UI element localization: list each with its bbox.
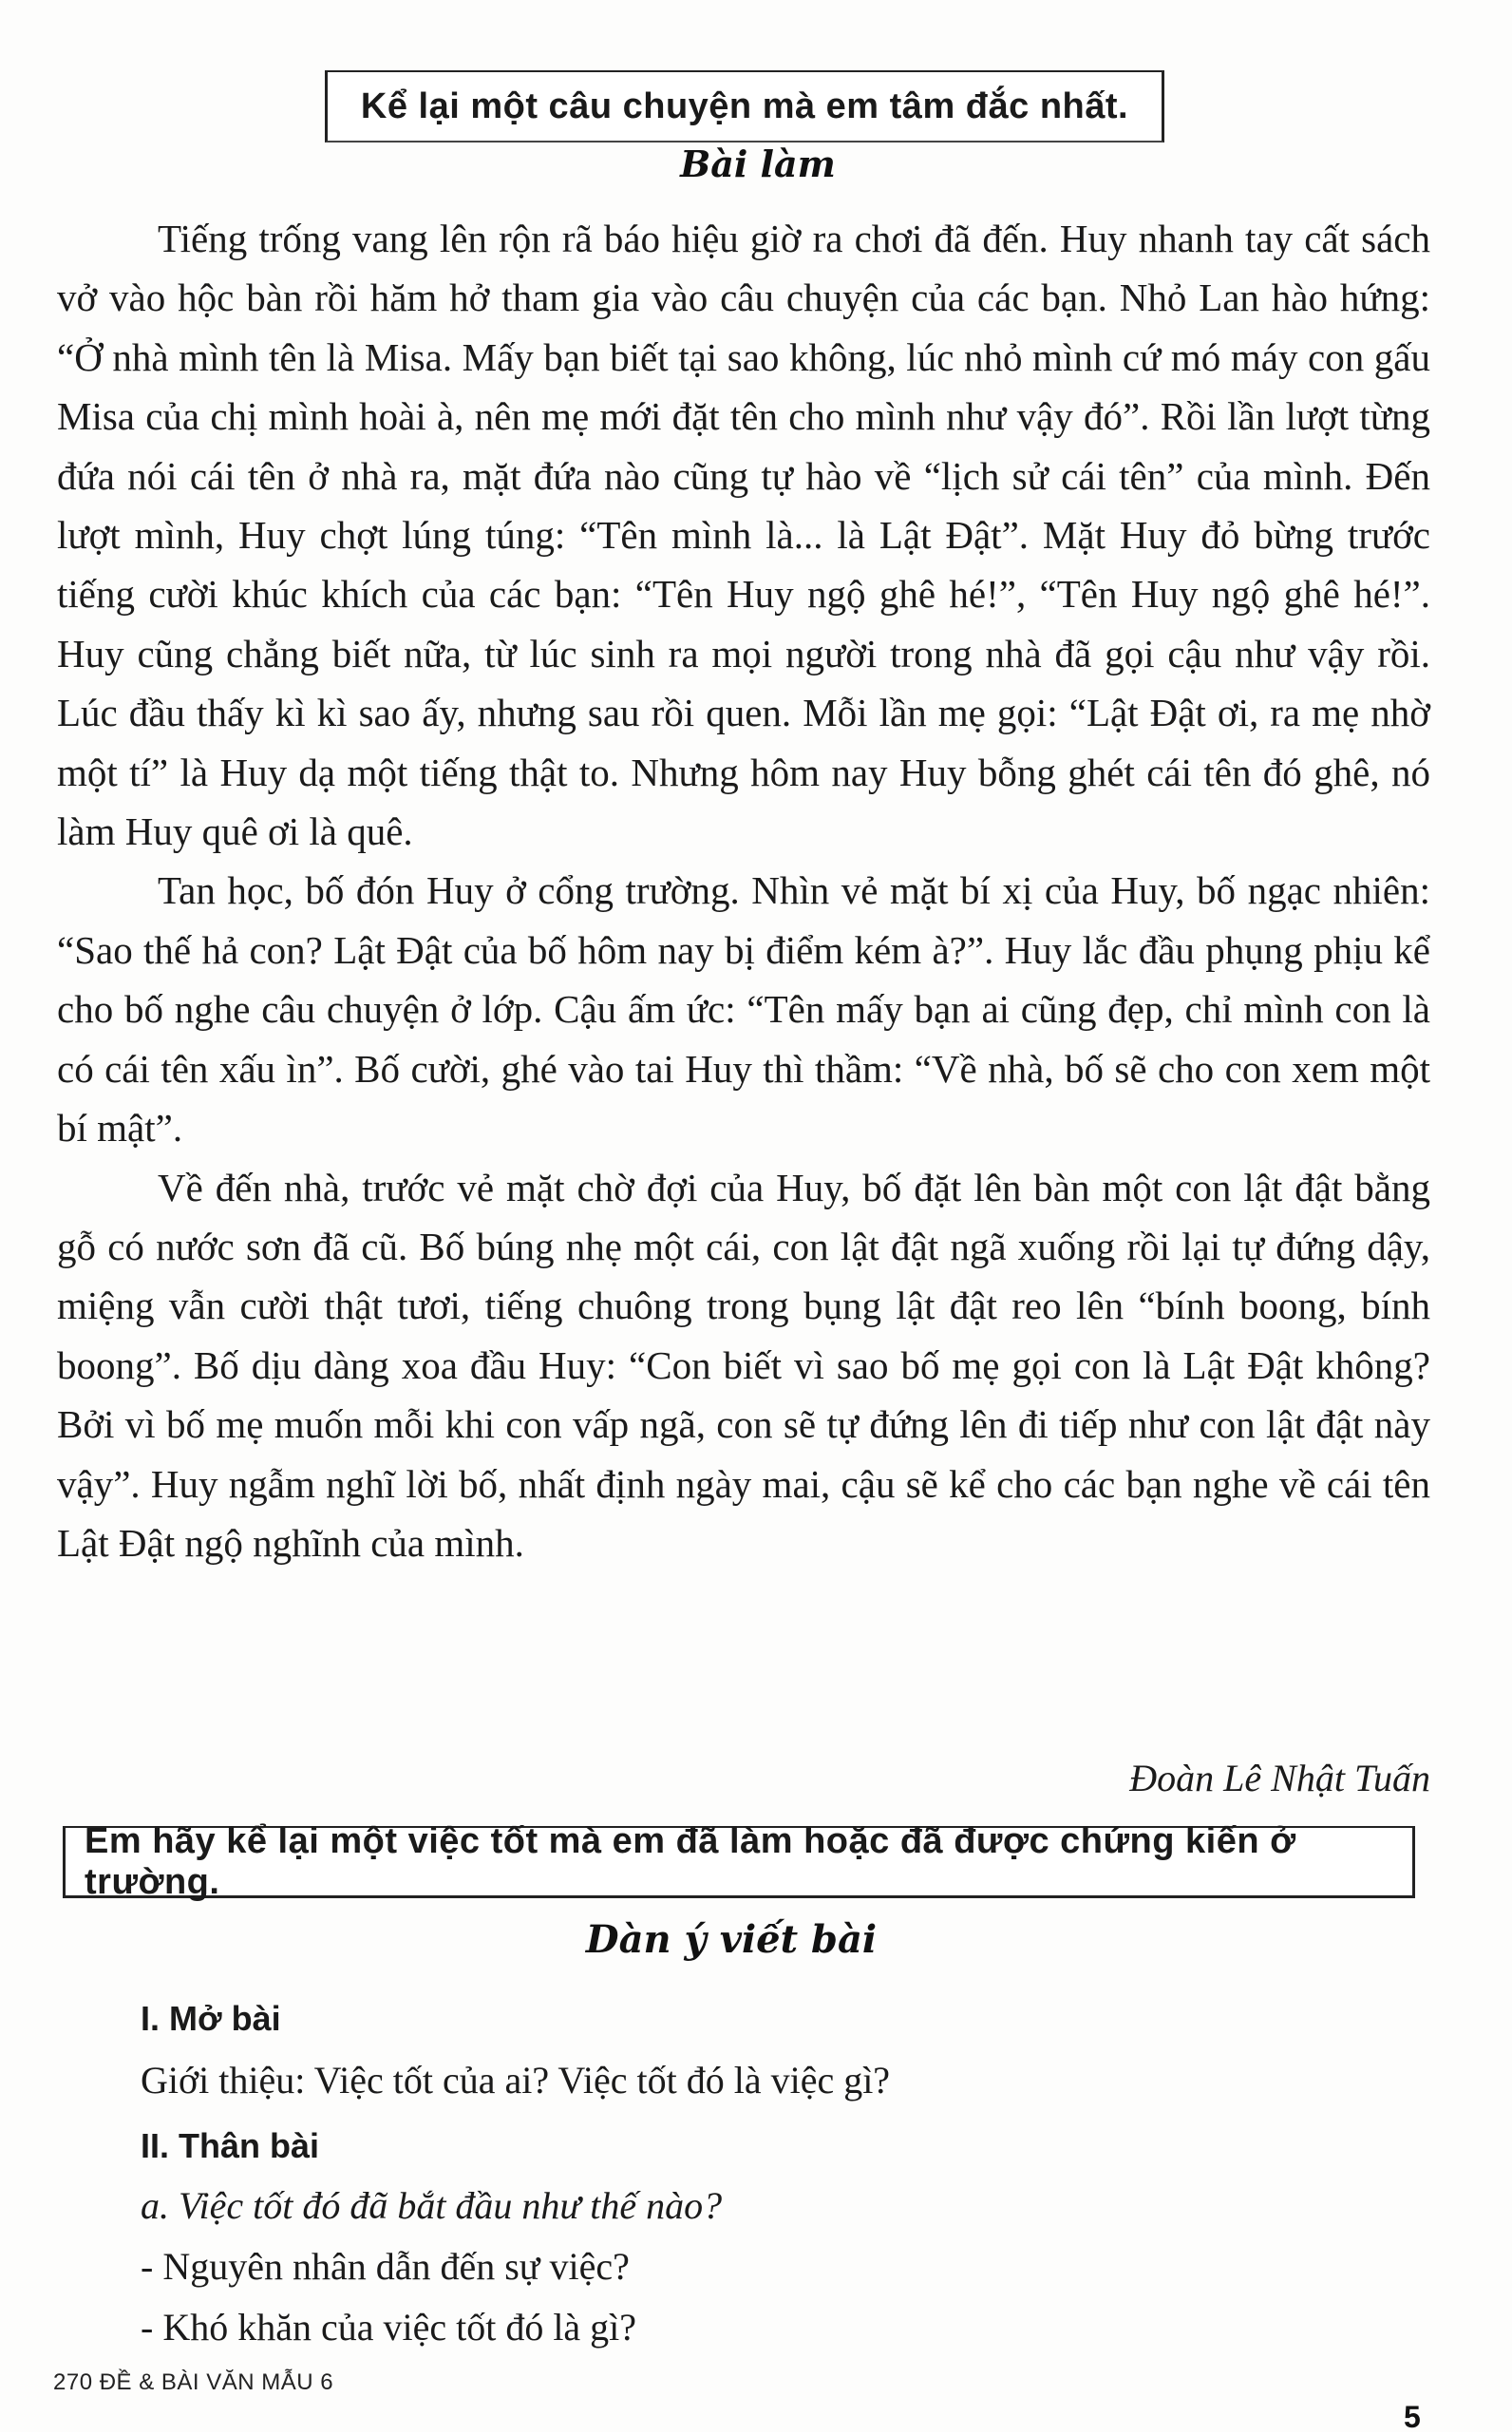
author-name: Đoàn Lê Nhật Tuấn — [1129, 1757, 1430, 1799]
page-number: 5 — [1404, 2400, 1421, 2434]
outline-item-a: a. Việc tốt đó đã bắt đầu như thế nào? — [141, 2184, 723, 2227]
essay-title: Bài làm — [680, 143, 836, 185]
essay-paragraph-3: Về đến nhà, trước vẻ mặt chờ đợi của Huy, bố đặt lên bàn một con lật đật bằng gỗ có nước sơn đã cũ. Bố búng nhẹ một cái, con lật đật ngã xuống rồi lại tự đứng dậy, miệng vẫn cười thật tươi, tiếng chuông trong bụng lật đật reo lên “bính boong, bính boong”. Bố dịu dàng xoa đầu Huy: “Con biết vì sao bố mẹ gọi con là Lật Đật không? Bởi vì bố mẹ muốn mỗi khi con vấp ngã, con sẽ tự đứng lên đi tiếp như con lật đật này vậy”. Huy ngẫm nghĩ lời bố, nhất định ngày mai, cậu sẽ kể cho các bạn nghe về cái tên Lật Đật ngộ nghĩnh của mình. — [57, 1165, 1430, 1565]
footer-book-title: 270 ĐỀ & BÀI VĂN MẪU 6 — [53, 2369, 334, 2395]
topic-heading-text-2: Em hãy kể lại một việc tốt mà em đã làm hoặc đã được chứng kiến ở trường. — [85, 1820, 1296, 1902]
outline-bullet-1: - Nguyên nhân dẫn đến sự việc? — [141, 2245, 630, 2288]
outline-section-1-heading: I. Mở bài — [141, 1999, 281, 2038]
essay-paragraph-2: Tan học, bố đón Huy ở cổng trường. Nhìn vẻ mặt bí xị của Huy, bố ngạc nhiên: “Sao thế hả con? Lật Đật của bố hôm nay bị điểm kém à?”. Huy lắc đầu phụng phịu kể cho bố nghe câu chuyện ở lớp. Cậu ấm ức: “Tên mấy bạn ai cũng đẹp, chỉ mình con là có cái tên xấu ìn”. Bố cười, ghé vào tai Huy thì thầm: “Về nhà, bố sẽ cho con xem một bí mật”. — [57, 868, 1430, 1151]
outline-title: Dàn ý viết bài — [585, 1917, 878, 1962]
outline-section-2-heading: II. Thân bài — [141, 2126, 320, 2165]
topic-heading-box-2 — [63, 1820, 1415, 1902]
topic-heading-box-1 — [325, 70, 1164, 143]
essay-body — [57, 209, 1430, 1572]
outline-bullet-2: - Khó khăn của việc tốt đó là gì? — [141, 2306, 637, 2349]
essay-paragraph-1: Tiếng trống vang lên rộn rã báo hiệu giờ ra chơi đã đến. Huy nhanh tay cất sách vở vào hộc bàn rồi hăm hở tham gia vào câu chuyện của các bạn. Nhỏ Lan hào hứng: “Ở nhà mình tên là Misa. Mấy bạn biết tại sao không, lúc nhỏ mình cứ mó máy con gấu Misa của chị mình hoài à, nên mẹ mới đặt tên cho mình như vậy đó”. Rồi lần lượt từng đứa nói cái tên ở nhà ra, mặt đứa nào cũng tự hào về “lịch sử cái tên” của mình. Đến lượt mình, Huy chợt lúng túng: “Tên mình là... là Lật Đật”. Mặt Huy đỏ bừng trước tiếng cười khúc khích của các bạn: “Tên Huy ngộ ghê hé!”, “Tên Huy ngộ ghê hé!”. Huy cũng chẳng biết nữa, từ lúc sinh ra mọi người trong nhà đã gọi cậu như vậy rồi. Lúc đầu thấy kì kì sao ấy, nhưng sau rồi quen. Mỗi lần mẹ gọi: “Lật Đật ơi, ra mẹ nhờ một tí” là Huy dạ một tiếng thật to. Nhưng hôm nay Huy bỗng ghét cái tên đó ghê, nó làm Huy quê ơi là quê. — [57, 217, 1430, 854]
outline-section-1-text: Giới thiệu: Việc tốt của ai? Việc tốt đó là việc gì? — [141, 2059, 891, 2102]
topic-heading-text-1: Kể lại một câu chuyện mà em tâm đắc nhất. — [360, 86, 1129, 126]
